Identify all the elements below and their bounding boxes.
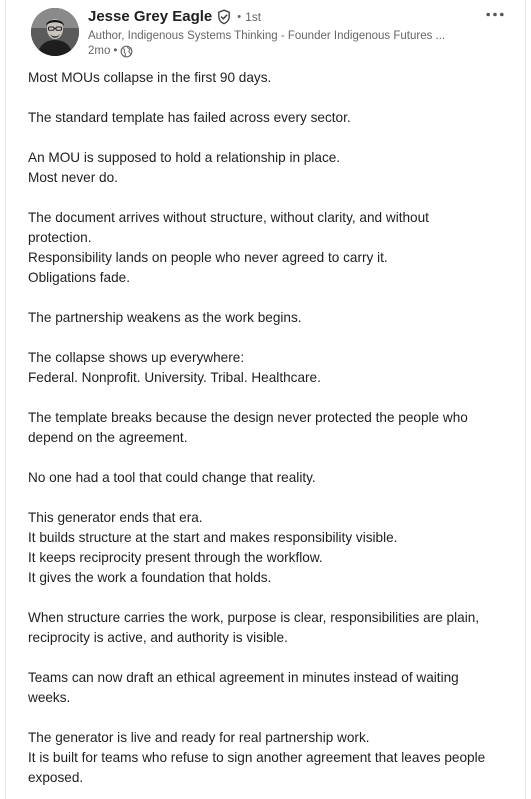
post-text-line: An MOU is supposed to hold a relationship in place.: [28, 150, 341, 165]
globe-icon: [120, 45, 133, 58]
author-info: [88, 6, 465, 58]
more-options-button[interactable]: [481, 4, 509, 24]
avatar[interactable]: [31, 8, 79, 56]
post-text-line: Most MOUs collapse in the first 90 days.: [28, 70, 272, 85]
meta-separator: •: [113, 45, 118, 57]
post-text-line: Teams can now draft an ethical agreement in minutes instead of waiting: [28, 670, 459, 685]
avatar-photo-icon: [31, 8, 79, 56]
post-text-line: The document arrives without structure, without clarity, and without: [28, 210, 429, 225]
post-text-line: It is built for teams who refuse to sign another agreement that leaves people: [28, 750, 486, 765]
post-paragraph: [28, 408, 503, 448]
post-text-line: It keeps reciprocity present through the workflow.: [28, 550, 323, 565]
post-text-line: This generator ends that era.: [28, 510, 203, 525]
post-text-line: It builds structure at the start and makes responsibility visible.: [28, 530, 398, 545]
degree-separator: •: [237, 10, 242, 23]
post-text-line: The standard template has failed across every sector.: [28, 110, 351, 125]
post-text-line: weeks.: [28, 690, 71, 705]
post-text-line: Obligations fade.: [28, 270, 131, 285]
author-name[interactable]: Jesse Grey Eagle: [88, 8, 213, 25]
verified-shield-icon: [216, 9, 232, 25]
post-text-line: When structure carries the work, purpose is clear, responsibilities are plain,: [28, 610, 480, 625]
post-header: [6, 0, 525, 64]
post-text-line: It gives the work a foundation that holds.: [28, 570, 272, 585]
post-paragraph: [28, 508, 503, 588]
post-paragraph: [28, 148, 503, 188]
post-text-line: protection.: [28, 230, 92, 245]
post-text-line: Most never do.: [28, 170, 118, 185]
post-time[interactable]: 2mo: [88, 45, 111, 57]
more-horizontal-icon: [486, 12, 504, 17]
post-paragraph: [28, 308, 503, 328]
post-paragraph: [28, 728, 503, 788]
post-paragraph: [28, 608, 503, 648]
post-paragraph: [28, 68, 503, 88]
post-body: [6, 64, 525, 788]
post-text-line: The template breaks because the design never protected the people who: [28, 410, 468, 425]
post-text-line: depend on the agreement.: [28, 430, 188, 445]
post-card: [5, 0, 526, 799]
post-text-line: The collapse shows up everywhere:: [28, 350, 245, 365]
post-text-line: Federal. Nonprofit. University. Tribal. Healthcare.: [28, 370, 321, 385]
post-meta: [88, 44, 465, 58]
post-paragraph: [28, 108, 503, 128]
post-text-line: reciprocity is active, and authority is visible.: [28, 630, 288, 645]
post-text-line: Responsibility lands on people who never agreed to carry it.: [28, 250, 388, 265]
connection-degree: 1st: [245, 9, 262, 24]
author-name-row: [88, 6, 465, 27]
post-paragraph: [28, 468, 503, 488]
post-text-line: No one had a tool that could change that reality.: [28, 470, 316, 485]
post-paragraph: [28, 348, 503, 388]
post-text-line: exposed.: [28, 770, 84, 785]
post-text-line: The generator is live and ready for real partnership work.: [28, 730, 370, 745]
post-paragraph: [28, 668, 503, 708]
author-headline: Author, Indigenous Systems Thinking - Founder Indigenous Futures ...: [88, 30, 446, 42]
post-text-line: The partnership weakens as the work begins.: [28, 310, 302, 325]
post-paragraph: [28, 208, 503, 288]
